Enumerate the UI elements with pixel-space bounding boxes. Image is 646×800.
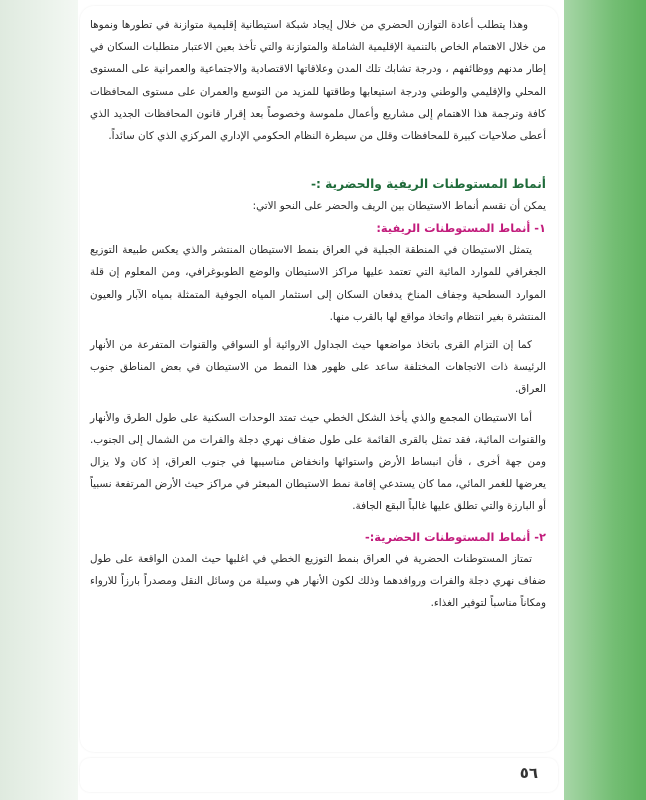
urban-heading: ٢- أنماط المستوطنات الحضرية:- [365, 529, 546, 544]
urban-paragraph-1: تمتاز المستوطنات الحضرية في العراق بنمط التوزيع الخطي في اغلبها حيث المدن الواقعة على طول ضفاف نهري دجلة والفرات وروافدهما وذلك لكون الأنهار هي وسيلة من وسائل النقل ومصدراً بارزاً للارواء ومكاناً مناسباً لتوفير الغذاء. [90, 552, 546, 610]
rural-paragraph-2: كما إن التزام القرى باتخاذ مواضعها حيث الجداول الاروائية أو السواقي والقنوات المتفرعة من الأنهار الرئيسة ذات الاتجاهات المختلفة ساعد على ظهور هذا النمط من الاستيطان في بعض المناطق جنوب العراق. [90, 339, 546, 396]
section-heading: أنماط المستوطنات الريفية والحضرية :- [310, 177, 546, 192]
section-intro: يمكن أن نقسم أنماط الاستيطان بين الريف والحضر على النحو الاتي: [252, 200, 546, 213]
rural-heading: ١- أنماط المستوطنات الريفية: [376, 221, 546, 236]
page-left-margin [0, 0, 78, 800]
intro-paragraph: وهذا يتطلب أعادة التوازن الحضري من خلال إيجاد شبكة استيطانية إقليمية متوازنة في تطورها ونموها من خلال الاهتمام الخاص بالتنمية الإقليمية الشاملة والمتوازنة والتي تأخذ بعين الاعتبار متطلبات السكان في إطار مدنهم ووظائفهم ، ودرجة تشابك تلك المدن وعلاقاتها الاقتصادية والاجتماعية والعمرانية على المستوى المحلي والإقليمي والوطني ودرجة استيعابها وطاقتها للمزيد من التوسع والعمران على مستوى المحافظات كافة وترجمة هذا الاهتمام إلى مشاريع وأعمال ملموسة وخصوصاً بعد إقرار قانون المحافظات الجديد الذي أعطى صلاحيات كبيرة للمحافظات وقلل من سيطرة النظام الحكومي الإداري المركزي الذي كان سائداً. [90, 19, 546, 143]
rural-paragraph-1: يتمثل الاستيطان في المنطقة الجبلية في العراق بنمط الاستيطان المنتشر والذي يعكس طبيعة التوزيع الجغرافي للموارد المائية التي تعتمد عليها مراكز الاستيطان والوضع الطوبوغرافي، ومن المعلوم إن قلة الموارد السطحية وجفاف المناخ يدفعان السكان إلى استثمار المياه الجوفية المتمثلة بمياه الآبار والعيون المنتشرة بغير انتظام واتخاذ مواقع لها بالقرب منها. [90, 244, 546, 323]
page-footer [80, 758, 558, 792]
text-page-card [80, 6, 558, 752]
decorative-green-bar [564, 0, 646, 800]
page-number: ٥٦ [519, 764, 538, 782]
rural-paragraph-3: أما الاستيطان المجمع والذي يأخذ الشكل الخطي حيث تمتد الوحدات السكنية على طول الطرق والأنهار والقنوات المائية، فقد تمثل بالقرى القائمة على طول ضفاف نهري دجلة والفرات من الشمال إلى الجنوب. ومن جهة أخرى ، فأن انبساط الأرض واستوائها وانخفاض مناسيبها في جنوب العراق، إذ كان ولا يزال يعرضها للغمر المائي، مما كان يستدعي إقامة نمط الاستيطان المبعثر في مراكز حيث الأرض المرتفعة نسبياً أو البارزة والتي تطلق عليها غالباً البقع الجافة. [90, 411, 546, 513]
